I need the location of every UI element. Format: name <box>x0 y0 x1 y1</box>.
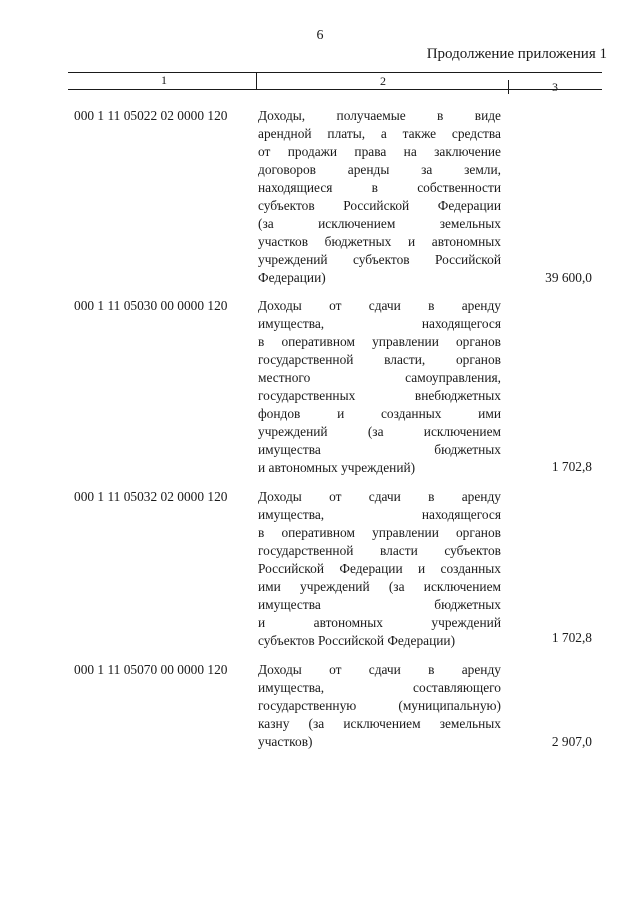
description-line: имущества бюджетных <box>258 597 501 612</box>
continuation-heading: Продолжение приложения 1 <box>426 46 607 62</box>
income-description <box>258 107 501 287</box>
header-top-rule <box>68 72 602 73</box>
amount-value: 39 600,0 <box>545 270 592 285</box>
description-line: Федерации) <box>258 270 326 285</box>
column-number-3: 3 <box>552 80 558 94</box>
description-line: имущества, находящегося <box>258 316 501 331</box>
description-line: и автономных учреждений <box>258 615 501 630</box>
income-description <box>258 488 501 650</box>
description-line: Доходы от сдачи в аренду <box>258 662 501 677</box>
description-line: участков бюджетных и автономных <box>258 234 501 249</box>
column-number-1: 1 <box>161 73 167 87</box>
description-line: государственную (муниципальную) <box>258 698 501 713</box>
header-column-separator <box>256 72 257 89</box>
description-line: имущества бюджетных <box>258 442 501 457</box>
description-line: (за исключением земельных <box>258 216 501 231</box>
description-line: Доходы от сдачи в аренду <box>258 489 501 504</box>
budget-classification-code: 000 1 11 05022 02 0000 120 <box>74 108 228 123</box>
description-line: и автономных учреждений) <box>258 460 416 475</box>
description-line: казну (за исключением земельных <box>258 716 501 731</box>
income-description <box>258 661 501 751</box>
header-bottom-rule <box>68 89 602 90</box>
description-line: местного самоуправления, <box>258 370 501 385</box>
description-line: участков) <box>258 734 313 749</box>
description-line: арендной платы, а также средства <box>258 126 501 141</box>
description-line: фондов и созданных ими <box>258 406 501 421</box>
description-line: государственной власти субъектов <box>258 543 501 558</box>
column-number-2: 2 <box>380 74 386 88</box>
description-line: договоров аренды за земли, <box>258 162 501 177</box>
description-line: государственной власти, органов <box>258 352 501 367</box>
description-line: имущества, составляющего <box>258 680 501 695</box>
description-line: субъектов Российской Федерации <box>258 198 501 213</box>
amount-value: 2 907,0 <box>551 734 592 749</box>
amount-value: 1 702,8 <box>551 459 592 474</box>
description-line: Российской Федерации и созданных <box>258 561 501 576</box>
description-line: находящиеся в собственности <box>258 180 501 195</box>
header-column-separator <box>508 80 509 94</box>
budget-classification-code: 000 1 11 05032 02 0000 120 <box>74 489 228 504</box>
description-line: Доходы, получаемые в виде <box>258 108 501 123</box>
description-line: государственных внебюджетных <box>258 388 501 403</box>
income-description <box>258 297 501 477</box>
description-line: учреждений (за исключением <box>258 424 501 439</box>
description-line: учреждений субъектов Российской <box>258 252 501 267</box>
page-number: 6 <box>316 28 324 43</box>
description-line: субъектов Российской Федерации) <box>258 633 456 648</box>
budget-classification-code: 000 1 11 05070 00 0000 120 <box>74 662 228 677</box>
description-line: имущества, находящегося <box>258 507 501 522</box>
description-line: в оперативном управлении органов <box>258 334 501 349</box>
description-line: от продажи права на заключение <box>258 144 501 159</box>
description-line: в оперативном управлении органов <box>258 525 501 540</box>
table-column-header <box>68 70 602 94</box>
description-line: ими учреждений (за исключением <box>258 579 501 594</box>
budget-classification-code: 000 1 11 05030 00 0000 120 <box>74 298 228 313</box>
description-line: Доходы от сдачи в аренду <box>258 298 501 313</box>
amount-value: 1 702,8 <box>551 630 592 645</box>
